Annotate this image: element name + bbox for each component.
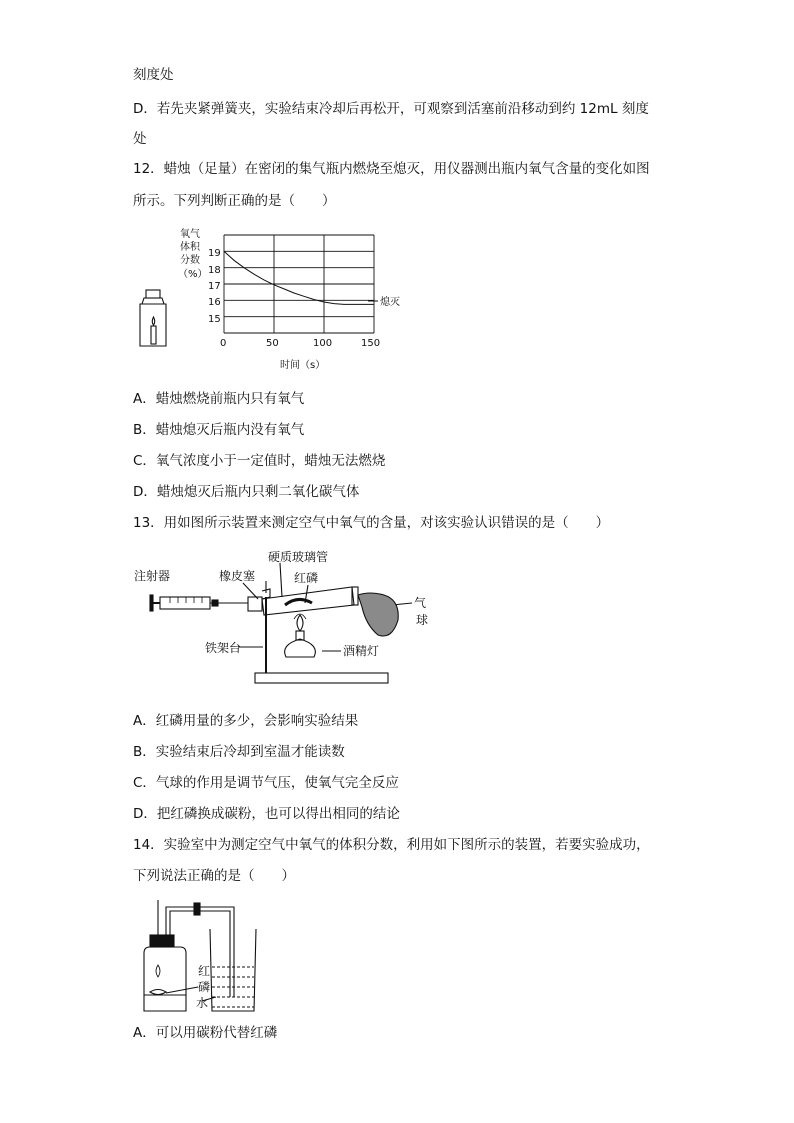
question-13: 13．用如图所示装置来测定空气中氧气的含量，对该实验认识错误的是（ ） [133,515,610,531]
y-label-3: 分数 [180,255,200,266]
lamp-label: 酒精灯 [343,644,380,658]
x-tick: 50 [266,338,279,349]
apparatus-drawing [150,563,412,683]
y-tick: 15 [208,314,221,325]
option-b: B．蜡烛熄灭后瓶内没有氧气 [133,422,305,438]
oxygen-chart [130,222,430,372]
question-14: 14．实验室中为测定空气中氧气的体积分数，利用如下图所示的装置，若要实验成功， [133,837,650,853]
figure-14 [130,897,280,1021]
y-label-2: 体积 [180,242,200,253]
tube-label: 硬质玻璃管 [268,550,329,564]
chart-grid [224,235,374,333]
oxygen-curve [224,251,374,304]
x-tick: 100 [313,338,333,349]
y-label-4: （%） [178,269,208,280]
stand-label: 铁架台 [205,641,242,655]
x-tick: 150 [361,338,381,349]
option-d: D．把红磷换成碳粉，也可以得出相同的结论 [133,806,400,822]
figure-13 [130,545,440,694]
option-a: A．可以用碳粉代替红磷 [133,1025,278,1041]
balloon-label-1: 气 [414,596,427,610]
water-label: 水 [196,996,209,1010]
figure-12 [130,222,430,376]
text-line: 处 [133,131,147,147]
apparatus-drawing [144,900,256,1011]
stopper-label: 橡皮塞 [219,569,256,583]
y-label-1: 氧气 [180,229,200,240]
apparatus-diagram-14 [130,897,280,1017]
extinguish-annotation: 熄灭 [380,297,400,308]
option-d: D．若先夹紧弹簧夹，实验结束冷却后再松开，可观察到活塞前沿移动到约 12mL 刻度 [133,101,649,117]
option-a: A．红磷用量的多少，会影响实验结果 [133,713,359,729]
y-tick: 19 [208,248,221,259]
question-14-cont: 下列说法正确的是（ ） [133,868,295,884]
apparatus-diagram [130,545,440,690]
balloon-label-2: 球 [416,613,429,627]
phosphorus-label-2: 磷 [198,980,211,994]
y-tick: 16 [208,297,221,308]
option-c: C．氧气浓度小于一定值时，蜡烛无法燃烧 [133,453,386,469]
syringe-label: 注射器 [134,569,171,583]
y-tick: 18 [208,265,221,276]
question-12: 12．蜡烛（足量）在密闭的集气瓶内燃烧至熄灭，用仪器测出瓶内氧气含量的变化如图 [133,161,650,177]
bottle-icon [140,290,166,346]
text-line: 刻度处 [133,67,174,83]
x-tick: 0 [220,338,227,349]
option-d: D．蜡烛熄灭后瓶内只剩二氧化碳气体 [133,484,360,500]
option-b: B．实验结束后冷却到室温才能读数 [133,744,345,760]
x-label: 时间（s） [280,360,326,371]
y-tick: 17 [208,281,221,292]
phosphorus-label-1: 红 [198,964,211,978]
phosphorus-label: 红磷 [294,571,319,585]
question-12-cont: 所示。下列判断正确的是（ ） [133,193,336,209]
option-c: C．气球的作用是调节气压，使氧气完全反应 [133,775,399,791]
option-a: A．蜡烛燃烧前瓶内只有氧气 [133,391,305,407]
